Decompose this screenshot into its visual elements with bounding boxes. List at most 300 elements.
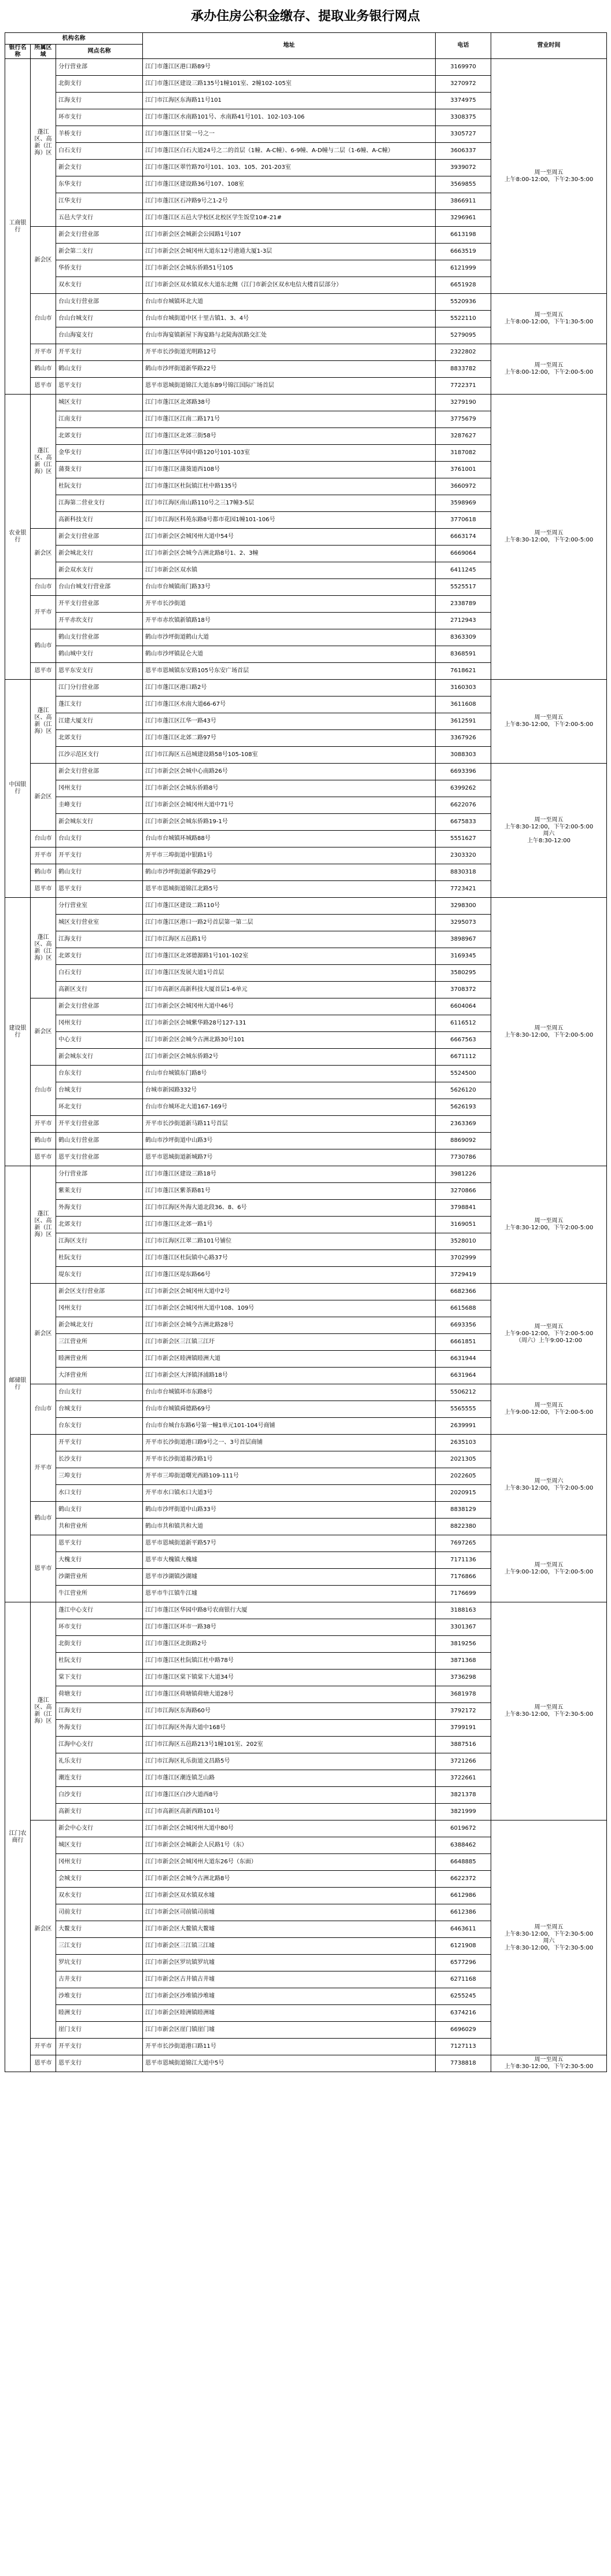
address-cell: 江门市新会区古井镇古井墟 bbox=[143, 1971, 436, 1988]
branch-name-cell: 台山台城支行营业部 bbox=[56, 579, 143, 596]
address-cell: 江门市新会区会城今古洲北路8号1、2、3幢 bbox=[143, 546, 436, 562]
address-cell: 江门市江海区东海路11号101 bbox=[143, 93, 436, 109]
branch-name-cell: 三埠支行 bbox=[56, 1468, 143, 1485]
phone-cell: 3770618 bbox=[436, 512, 491, 529]
branch-name-cell: 新会支行营业部 bbox=[56, 998, 143, 1015]
branch-name-cell: 分行营业部 bbox=[56, 1166, 143, 1183]
address-cell: 江门市新会区双水镇 bbox=[143, 562, 436, 579]
address-cell: 江门市江海区江翠二路101号铺位 bbox=[143, 1233, 436, 1250]
address-cell: 江门市新会区崖门镇崖门墟 bbox=[143, 2022, 436, 2039]
phone-cell: 8822380 bbox=[436, 1519, 491, 1535]
address-cell: 江门市蓬江区华园中路8号农商银行大厦 bbox=[143, 1602, 436, 1619]
address-cell: 恩平市恩城镇东安路105号东安广场首层 bbox=[143, 663, 436, 680]
table-row bbox=[5, 1284, 607, 1300]
branch-name-cell: 双水支行 bbox=[56, 1888, 143, 1904]
phone-cell: 3898967 bbox=[436, 931, 491, 948]
address-cell: 江门市蓬江区蒲葵道西108号 bbox=[143, 462, 436, 478]
phone-cell: 3287627 bbox=[436, 428, 491, 445]
phone-cell: 6613198 bbox=[436, 227, 491, 244]
district-cell: 蓬江区、高新（江海）区 bbox=[31, 59, 56, 227]
branch-name-cell: 江建大厦支行 bbox=[56, 713, 143, 730]
district-cell: 台山市 bbox=[31, 294, 56, 344]
table-row bbox=[5, 764, 607, 780]
table-row bbox=[5, 59, 607, 76]
address-cell: 开平市长沙街道港口路11号 bbox=[143, 2039, 436, 2055]
branch-name-cell: 长沙支行 bbox=[56, 1451, 143, 1468]
phone-cell: 6411245 bbox=[436, 562, 491, 579]
branch-name-cell: 恩平支行 bbox=[56, 2055, 143, 2072]
branch-name-cell: 大槐支行 bbox=[56, 1552, 143, 1569]
address-cell: 江门市新会区三江镇三江圩 bbox=[143, 1334, 436, 1351]
address-cell: 江门市新会区会城东侨路51号105 bbox=[143, 260, 436, 277]
branch-name-cell: 台山支行 bbox=[56, 831, 143, 847]
branch-name-cell: 金华支行 bbox=[56, 445, 143, 462]
branch-name-cell: 江海区支行 bbox=[56, 1233, 143, 1250]
phone-cell: 6255245 bbox=[436, 1988, 491, 2005]
branch-name-cell: 鹤山支行 bbox=[56, 1502, 143, 1519]
phone-cell: 3939072 bbox=[436, 160, 491, 176]
address-cell: 江门市江海区南山路110号之三17幢3-5层 bbox=[143, 495, 436, 512]
business-hours-cell: 周一至周五 上午8:30-12:00，下午2:00-5:00 周六 上午8:30-12:00 bbox=[491, 764, 607, 898]
phone-cell: 6271168 bbox=[436, 1971, 491, 1988]
phone-cell: 3866911 bbox=[436, 193, 491, 210]
phone-cell: 3722661 bbox=[436, 1770, 491, 1787]
document bbox=[5, 0, 606, 2072]
branch-name-cell: 环北支行 bbox=[56, 1099, 143, 1116]
address-cell: 江门市蓬江区白沙大道西8号 bbox=[143, 1787, 436, 1804]
phone-cell: 5524500 bbox=[436, 1066, 491, 1082]
address-cell: 江门市蓬江区建设路36号107、108室 bbox=[143, 176, 436, 193]
phone-cell: 3799191 bbox=[436, 1720, 491, 1737]
phone-cell: 6651928 bbox=[436, 277, 491, 294]
phone-cell: 3775679 bbox=[436, 411, 491, 428]
branch-name-cell: 大鳌支行 bbox=[56, 1921, 143, 1938]
branch-name-cell: 杜阮支行 bbox=[56, 1250, 143, 1267]
address-cell: 江门市新会区会城东侨路2号 bbox=[143, 1049, 436, 1066]
phone-cell: 5506212 bbox=[436, 1384, 491, 1401]
branch-name-cell: 开平支行营业部 bbox=[56, 596, 143, 613]
phone-cell: 2020915 bbox=[436, 1485, 491, 1502]
address-cell: 江门市新会区会城东侨路8号 bbox=[143, 780, 436, 797]
branch-name-cell: 北街支行 bbox=[56, 1636, 143, 1653]
phone-cell: 3295073 bbox=[436, 915, 491, 931]
phone-cell: 2712943 bbox=[436, 613, 491, 629]
branch-name-cell: 蓬江支行 bbox=[56, 696, 143, 713]
phone-cell: 3298300 bbox=[436, 898, 491, 915]
phone-cell: 7723421 bbox=[436, 881, 491, 898]
phone-cell: 6374216 bbox=[436, 2005, 491, 2022]
address-cell: 恩平市恩城街道锦江北路5号 bbox=[143, 881, 436, 898]
phone-cell: 3598969 bbox=[436, 495, 491, 512]
phone-cell: 6667563 bbox=[436, 1032, 491, 1049]
address-cell: 江门市新会区会城冈州大道中108、109号 bbox=[143, 1300, 436, 1317]
phone-cell: 3606337 bbox=[436, 143, 491, 160]
address-cell: 江门市新会区会城新会人民路1号（东） bbox=[143, 1837, 436, 1854]
branch-name-cell: 新会城东支行 bbox=[56, 814, 143, 831]
phone-cell: 3761001 bbox=[436, 462, 491, 478]
branch-name-cell: 沙堆支行 bbox=[56, 1988, 143, 2005]
address-cell: 台山市海宴镇新屋下海宴路与北陡海滨路交汇处 bbox=[143, 327, 436, 344]
branch-name-cell: 羊桥支行 bbox=[56, 126, 143, 143]
address-cell: 鹤山市共和镇共和大道 bbox=[143, 1519, 436, 1535]
branch-name-cell: 城区支行 bbox=[56, 1837, 143, 1854]
table-row bbox=[5, 1435, 607, 1451]
address-cell: 江门市新会区沙堆镇沙堆墟 bbox=[143, 1988, 436, 2005]
address-cell: 江门市蓬江区江华一路43号 bbox=[143, 713, 436, 730]
branch-name-cell: 外海支行 bbox=[56, 1720, 143, 1737]
address-cell: 江门市江海区五邑路1号 bbox=[143, 931, 436, 948]
branch-name-cell: 开平支行 bbox=[56, 1435, 143, 1451]
address-cell: 台城市新园路332号 bbox=[143, 1082, 436, 1099]
phone-cell: 2021305 bbox=[436, 1451, 491, 1468]
district-cell: 恩平市 bbox=[31, 1535, 56, 1602]
address-cell: 江门市蓬江区发展大道1号首层 bbox=[143, 965, 436, 982]
district-cell: 恩平市 bbox=[31, 378, 56, 395]
branch-name-cell: 荷塘支行 bbox=[56, 1686, 143, 1703]
branch-name-cell: 台东支行 bbox=[56, 1418, 143, 1435]
branch-name-cell: 五邑大学支行 bbox=[56, 210, 143, 227]
address-cell: 台山市台城镇环城路88号 bbox=[143, 831, 436, 847]
district-cell: 蓬江区、高新（江海）区 bbox=[31, 395, 56, 529]
branch-name-cell: 会城支行 bbox=[56, 1871, 143, 1888]
phone-cell: 3528010 bbox=[436, 1233, 491, 1250]
branch-name-cell: 江沙示范区支行 bbox=[56, 747, 143, 764]
branch-name-cell: 堤东支行 bbox=[56, 1267, 143, 1284]
address-cell: 江门市新会区大鳌镇大鳌墟 bbox=[143, 1921, 436, 1938]
phone-cell: 2022605 bbox=[436, 1468, 491, 1485]
phone-cell: 6671112 bbox=[436, 1049, 491, 1066]
address-cell: 江门市蓬江区江南二路171号 bbox=[143, 411, 436, 428]
district-cell: 鹤山市 bbox=[31, 629, 56, 663]
phone-cell: 3279190 bbox=[436, 395, 491, 411]
district-cell: 恩平市 bbox=[31, 1149, 56, 1166]
phone-cell: 3160303 bbox=[436, 680, 491, 696]
address-cell: 鹤山市沙坪镇昆仑大道 bbox=[143, 646, 436, 663]
address-cell: 江门市江海区东海路60号 bbox=[143, 1703, 436, 1720]
district-cell: 开平市 bbox=[31, 1116, 56, 1133]
address-cell: 开平市长沙街道港口路9号之一、3号首层商铺 bbox=[143, 1435, 436, 1451]
address-cell: 恩平市恩城街道锦江大道中5号 bbox=[143, 2055, 436, 2072]
district-cell: 鹤山市 bbox=[31, 1502, 56, 1535]
district-cell: 鹤山市 bbox=[31, 361, 56, 378]
phone-cell: 6577296 bbox=[436, 1955, 491, 1971]
phone-cell: 7176866 bbox=[436, 1569, 491, 1586]
branch-name-cell: 新会支行营业部 bbox=[56, 764, 143, 780]
branch-name-cell: 台山支行 bbox=[56, 1384, 143, 1401]
branch-name-cell: 新会支行营业部 bbox=[56, 529, 143, 546]
address-cell: 江门市新会区司前镇司前墟 bbox=[143, 1904, 436, 1921]
phone-cell: 3088303 bbox=[436, 747, 491, 764]
district-cell: 蓬江区、高新（江海）区 bbox=[31, 1602, 56, 1820]
district-cell: 开平市 bbox=[31, 2039, 56, 2055]
address-cell: 江门市蓬江区建设三路135号1幢101室、2幢102-105室 bbox=[143, 76, 436, 93]
phone-cell: 5522110 bbox=[436, 311, 491, 327]
bank-name-cell: 农业银行 bbox=[5, 395, 31, 680]
document-title: 承办住房公积金缴存、提取业务银行网点 bbox=[190, 9, 420, 24]
phone-cell: 3188163 bbox=[436, 1602, 491, 1619]
business-hours-cell: 周一至周五 上午9:00-12:00，下午2:00-5:00 （周六）上午9:00-12:00 bbox=[491, 1284, 607, 1384]
phone-cell: 3187082 bbox=[436, 445, 491, 462]
phone-cell: 3367926 bbox=[436, 730, 491, 747]
district-cell: 台山市 bbox=[31, 1384, 56, 1435]
phone-cell: 2322802 bbox=[436, 344, 491, 361]
address-cell: 江门市蓬江区翠竹路70号101、103、105、201-203室 bbox=[143, 160, 436, 176]
table-row bbox=[5, 680, 607, 696]
branch-name-cell: 鹤山城中支行 bbox=[56, 646, 143, 663]
branch-name-cell: 江华支行 bbox=[56, 193, 143, 210]
address-cell: 江门市新会区会城冈州大道中71号 bbox=[143, 797, 436, 814]
branch-name-cell: 高新科技支行 bbox=[56, 512, 143, 529]
address-cell: 江门市蓬江区北郊一路1号 bbox=[143, 1217, 436, 1233]
phone-cell: 8368591 bbox=[436, 646, 491, 663]
address-cell: 江门市江海区科苑东路8号都市花园1幢101-106号 bbox=[143, 512, 436, 529]
branch-name-cell: 北郊支行 bbox=[56, 428, 143, 445]
phone-cell: 6622372 bbox=[436, 1871, 491, 1888]
address-cell: 江门市江海区礼乐街道文昌路5号 bbox=[143, 1753, 436, 1770]
table-row bbox=[5, 2055, 607, 2072]
phone-cell: 3611608 bbox=[436, 696, 491, 713]
phone-cell: 6631944 bbox=[436, 1351, 491, 1368]
address-cell: 江门市蓬江区石冲路9号之1-2号 bbox=[143, 193, 436, 210]
phone-cell: 3708372 bbox=[436, 982, 491, 998]
address-cell: 江门市蓬江区棠下镇棠下大道34号 bbox=[143, 1670, 436, 1686]
address-cell: 江门市蓬江区水南路101号、水南路41号101、102-103-106 bbox=[143, 109, 436, 126]
phone-cell: 2635103 bbox=[436, 1435, 491, 1451]
address-cell: 江门市蓬江区建设二路110号 bbox=[143, 898, 436, 915]
branch-name-cell: 北郊支行 bbox=[56, 730, 143, 747]
branch-name-cell: 恩平支行营业部 bbox=[56, 1149, 143, 1166]
address-cell: 恩平市恩城街道新城路7号 bbox=[143, 1149, 436, 1166]
table-row bbox=[5, 1166, 607, 1183]
branch-name-cell: 城区支行 bbox=[56, 395, 143, 411]
branch-name-cell: 新会城东支行 bbox=[56, 1049, 143, 1066]
address-cell: 江门市新会区双水镇双水大道东北侧（江门市新会区双水电信大楼首层部分） bbox=[143, 277, 436, 294]
address-cell: 江门市蓬江区潮连镇芝山路 bbox=[143, 1770, 436, 1787]
branch-name-cell: 外海支行 bbox=[56, 1200, 143, 1217]
branch-name-cell: 台山台城支行 bbox=[56, 311, 143, 327]
address-cell: 江门市蓬江区紫茶路81号 bbox=[143, 1183, 436, 1200]
address-cell: 江门市蓬江区白石大道24号之二的首层（1幢、A-C幢）、6-9幢、A-D幢与二层（1-6幢、A-C幢） bbox=[143, 143, 436, 160]
phone-cell: 5525517 bbox=[436, 579, 491, 596]
phone-cell: 3270866 bbox=[436, 1183, 491, 1200]
phone-cell: 6121908 bbox=[436, 1938, 491, 1955]
district-cell: 恩平市 bbox=[31, 881, 56, 898]
district-cell: 新会区 bbox=[31, 227, 56, 294]
phone-cell: 2338789 bbox=[436, 596, 491, 613]
branch-name-cell: 白石支行 bbox=[56, 143, 143, 160]
branch-name-cell: 台城支行 bbox=[56, 1082, 143, 1099]
phone-cell: 3721266 bbox=[436, 1753, 491, 1770]
table-row bbox=[5, 294, 607, 311]
address-cell: 江门市新会区会城冈州大道东12号港通大厦1-3层 bbox=[143, 244, 436, 260]
branch-name-cell: 鹤山支行营业部 bbox=[56, 1133, 143, 1149]
address-cell: 江门市新会区会城冈州大道中46号 bbox=[143, 998, 436, 1015]
phone-cell: 6693396 bbox=[436, 764, 491, 780]
address-cell: 江门市江海区外海大道北段36、8、6号 bbox=[143, 1200, 436, 1217]
phone-cell: 5279095 bbox=[436, 327, 491, 344]
branch-name-cell: 新会城北支行 bbox=[56, 546, 143, 562]
branch-name-cell: 中心支行 bbox=[56, 1032, 143, 1049]
branch-name-cell: 罗坑支行 bbox=[56, 1955, 143, 1971]
phone-cell: 5565555 bbox=[436, 1401, 491, 1418]
table-row bbox=[5, 1384, 607, 1401]
phone-cell: 3736298 bbox=[436, 1670, 491, 1686]
district-cell: 恩平市 bbox=[31, 2055, 56, 2072]
district-cell: 新会区 bbox=[31, 1284, 56, 1384]
address-cell: 开平市长沙街道新马路11号首层 bbox=[143, 1116, 436, 1133]
address-cell: 开平市水口镇水口大道3号 bbox=[143, 1485, 436, 1502]
phone-cell: 3305727 bbox=[436, 126, 491, 143]
branch-name-cell: 崖门支行 bbox=[56, 2022, 143, 2039]
branch-name-cell: 城区支行营业室 bbox=[56, 915, 143, 931]
address-cell: 台山市台城镇舜德路69号 bbox=[143, 1401, 436, 1418]
address-cell: 江门市蓬江区港口路2号 bbox=[143, 680, 436, 696]
bank-name-cell: 建设银行 bbox=[5, 898, 31, 1166]
branch-name-cell: 白沙支行 bbox=[56, 1787, 143, 1804]
phone-cell: 3681978 bbox=[436, 1686, 491, 1703]
business-hours-cell: 周一至周五 上午8:00-12:00，下午2:30-5:00 bbox=[491, 59, 607, 294]
phone-cell: 3871368 bbox=[436, 1653, 491, 1670]
branch-name-cell: 冈州支行 bbox=[56, 780, 143, 797]
business-hours-cell: 周一至周五 上午8:00-12:00，下午1:30-5:00 bbox=[491, 294, 607, 344]
branch-name-cell: 礼乐支行 bbox=[56, 1753, 143, 1770]
phone-cell: 3569855 bbox=[436, 176, 491, 193]
branch-name-cell: 潮连支行 bbox=[56, 1770, 143, 1787]
branch-name-cell: 蒲葵支行 bbox=[56, 462, 143, 478]
phone-cell: 7171136 bbox=[436, 1552, 491, 1569]
address-cell: 鹤山市沙坪街道中山路3号 bbox=[143, 1133, 436, 1149]
phone-cell: 3374975 bbox=[436, 93, 491, 109]
address-cell: 江门市新会区会城中心南路26号 bbox=[143, 764, 436, 780]
business-hours-cell: 周一至周五 上午8:30-12:00，下午2:30-5:00 bbox=[491, 1602, 607, 1820]
address-cell: 台山市台城镇环市东路8号 bbox=[143, 1384, 436, 1401]
address-cell: 台山市台城街道中区十里古镇1、3、4号 bbox=[143, 311, 436, 327]
address-cell: 鹤山市沙坪街道新华路29号 bbox=[143, 864, 436, 881]
table-row bbox=[5, 1602, 607, 1619]
address-cell: 台山市台城镇南门路33号 bbox=[143, 579, 436, 596]
phone-cell: 6399262 bbox=[436, 780, 491, 797]
address-cell: 江门市新会区会城今古洲北路28号 bbox=[143, 1317, 436, 1334]
address-cell: 江门市江海区五邑路213号1幢101室、202室 bbox=[143, 1737, 436, 1753]
branch-name-cell: 鹤山支行 bbox=[56, 361, 143, 378]
phone-cell: 6663519 bbox=[436, 244, 491, 260]
district-cell: 蓬江区、高新（江海）区 bbox=[31, 898, 56, 998]
phone-cell: 3798841 bbox=[436, 1200, 491, 1217]
bank-name-cell: 江门农商行 bbox=[5, 1602, 31, 2072]
address-cell: 江门市新会区会城冈州大道中54号 bbox=[143, 529, 436, 546]
district-cell: 鹤山市 bbox=[31, 1133, 56, 1149]
phone-cell: 8363309 bbox=[436, 629, 491, 646]
phone-cell: 7176699 bbox=[436, 1586, 491, 1602]
phone-cell: 7697265 bbox=[436, 1535, 491, 1552]
branch-name-cell: 高新区支行 bbox=[56, 982, 143, 998]
header-bank: 银行名称 bbox=[5, 45, 31, 59]
table-body bbox=[5, 59, 607, 2072]
address-cell: 江门市新会区睦洲镇睦洲墟 bbox=[143, 2005, 436, 2022]
branch-name-cell: 三江营业所 bbox=[56, 1334, 143, 1351]
branch-name-cell: 新会城北支行 bbox=[56, 1317, 143, 1334]
phone-cell: 6388462 bbox=[436, 1837, 491, 1854]
branch-name-cell: 三江支行 bbox=[56, 1938, 143, 1955]
branch-name-cell: 江海第二营业支行 bbox=[56, 495, 143, 512]
address-cell: 鹤山市沙坪街道中山路33号 bbox=[143, 1502, 436, 1519]
address-cell: 江门市新会区会城冈州大道中80号 bbox=[143, 1820, 436, 1837]
branch-table bbox=[5, 32, 607, 2072]
table-row bbox=[5, 1535, 607, 1552]
table-row bbox=[5, 395, 607, 411]
branch-name-cell: 江门分行营业部 bbox=[56, 680, 143, 696]
branch-name-cell: 恩平支行 bbox=[56, 881, 143, 898]
address-cell: 江门市蓬江区堤东路66号 bbox=[143, 1267, 436, 1284]
address-cell: 江门市新会区三江镇三江墟 bbox=[143, 1938, 436, 1955]
address-cell: 江门市蓬江区杜阮镇中心路37号 bbox=[143, 1250, 436, 1267]
phone-cell: 8869092 bbox=[436, 1133, 491, 1149]
phone-cell: 6612386 bbox=[436, 1904, 491, 1921]
phone-cell: 3981226 bbox=[436, 1166, 491, 1183]
phone-cell: 2363369 bbox=[436, 1116, 491, 1133]
phone-cell: 6682366 bbox=[436, 1284, 491, 1300]
address-cell: 江门市新会区会城冈州大道东26号（东面） bbox=[143, 1854, 436, 1871]
address-cell: 江门市蓬江区港口一路2号首层第一第二层 bbox=[143, 915, 436, 931]
branch-name-cell: 新会支行营业部 bbox=[56, 227, 143, 244]
phone-cell: 7730786 bbox=[436, 1149, 491, 1166]
branch-name-cell: 江海中心支行 bbox=[56, 1737, 143, 1753]
business-hours-cell: 周一至周五 上午8:30-12:00，下午2:00-5:00 bbox=[491, 1166, 607, 1284]
branch-name-cell: 司前支行 bbox=[56, 1904, 143, 1921]
district-cell: 新会区 bbox=[31, 998, 56, 1066]
phone-cell: 3296961 bbox=[436, 210, 491, 227]
phone-cell: 7738818 bbox=[436, 2055, 491, 2072]
address-cell: 江门市新会区罗坑镇罗坑墟 bbox=[143, 1955, 436, 1971]
phone-cell: 6612986 bbox=[436, 1888, 491, 1904]
bank-name-cell: 邮储银行 bbox=[5, 1166, 31, 1602]
address-cell: 江门市蓬江区荷塘镇荷塘大道28号 bbox=[143, 1686, 436, 1703]
branch-name-cell: 江海支行 bbox=[56, 931, 143, 948]
address-cell: 江门市蓬江区北街路2号 bbox=[143, 1636, 436, 1653]
branch-name-cell: 分行营业室 bbox=[56, 898, 143, 915]
district-cell: 新会区 bbox=[31, 529, 56, 579]
address-cell: 江门市新会区会城今古洲北路30号101 bbox=[143, 1032, 436, 1049]
phone-cell: 8833782 bbox=[436, 361, 491, 378]
phone-cell: 3580295 bbox=[436, 965, 491, 982]
district-cell: 台山市 bbox=[31, 831, 56, 847]
address-cell: 江门市蓬江区甘棠一号之一 bbox=[143, 126, 436, 143]
branch-name-cell: 新会区支行营业部 bbox=[56, 1284, 143, 1300]
address-cell: 江门市蓬江区杜阮镇江杜中路135号 bbox=[143, 478, 436, 495]
district-cell: 蓬江区、高新（江海）区 bbox=[31, 680, 56, 764]
address-cell: 开平市长沙街道 bbox=[143, 596, 436, 613]
business-hours-cell: 周一至周五 上午8:30-12:00，下午2:30-5:00 bbox=[491, 2055, 607, 2072]
address-cell: 台山市台城镇东门路8号 bbox=[143, 1066, 436, 1082]
branch-name-cell: 杜阮支行 bbox=[56, 478, 143, 495]
address-cell: 恩平市大槐镇大槐墟 bbox=[143, 1552, 436, 1569]
bank-name-cell: 中国银行 bbox=[5, 680, 31, 898]
address-cell: 江门市蓬江区北郊二路97号 bbox=[143, 730, 436, 747]
branch-name-cell: 棠下支行 bbox=[56, 1670, 143, 1686]
phone-cell: 6693356 bbox=[436, 1317, 491, 1334]
table-row bbox=[5, 1820, 607, 1837]
address-cell: 江门市蓬江区杜阮镇江杜中路78号 bbox=[143, 1653, 436, 1670]
address-cell: 江门市蓬江区港口路89号 bbox=[143, 59, 436, 76]
branch-name-cell: 沙湖营业所 bbox=[56, 1569, 143, 1586]
branch-name-cell: 北街支行 bbox=[56, 76, 143, 93]
phone-cell: 5626193 bbox=[436, 1099, 491, 1116]
branch-name-cell: 大泽营业所 bbox=[56, 1368, 143, 1384]
business-hours-cell: 周一至周五 上午8:00-12:00，下午2:00-5:00 bbox=[491, 344, 607, 395]
branch-name-cell: 东华支行 bbox=[56, 176, 143, 193]
business-hours-cell: 周一至周五 上午8:30-12:00，下午2:00-5:00 bbox=[491, 898, 607, 1166]
district-cell: 台山市 bbox=[31, 1066, 56, 1116]
